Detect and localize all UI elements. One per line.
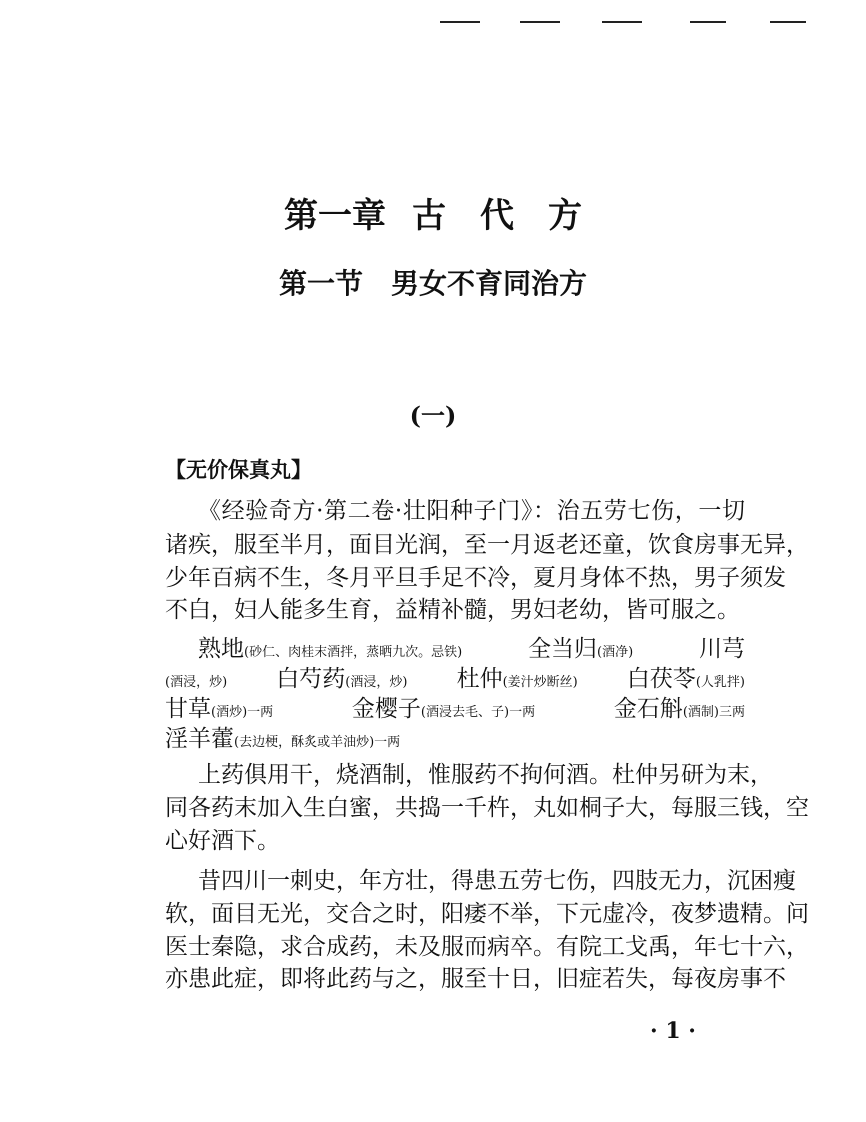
herb-note: (砂仁、肉桂末酒拌，蒸晒九次。忌铁) <box>244 645 463 660</box>
body-line: 诸疾，服至半月，面目光润，至一月返老还童，饮食房事无异， <box>165 532 809 558</box>
herb-name: 金石斛 <box>613 696 683 722</box>
ingredient-line <box>165 660 745 690</box>
herb-name: 淫羊藿 <box>165 726 234 752</box>
subsection-number: (一) <box>409 401 457 430</box>
chapter-title-char: 古 <box>412 196 446 236</box>
ingredient-line <box>198 630 745 660</box>
ingredient <box>198 630 462 663</box>
header-rule <box>520 21 560 23</box>
body-line: 医士秦隐，求合成药，未及服而病卒。有院工戈禹，年七十六， <box>165 934 809 960</box>
ingredient-line <box>165 690 745 720</box>
chapter-title-char: 方 <box>548 196 582 236</box>
ingredient <box>614 690 745 723</box>
herb-name: 金樱子 <box>351 696 421 722</box>
page-number: · 1 · <box>650 1018 696 1044</box>
ingredient <box>276 660 407 693</box>
body-line: 《经验奇方·第二卷·壮阳种子门》：治五劳七伤，一切 <box>198 498 745 524</box>
header-rule <box>440 21 480 23</box>
body-line: 心好酒下。 <box>165 828 280 854</box>
herb-note: (姜汁炒断丝) <box>502 675 578 690</box>
ingredient <box>165 690 273 723</box>
body-line: 软，面目无光，交合之时，阳痿不举，下元虚冷，夜梦遗精。问 <box>165 901 809 927</box>
body-line: 昔四川一刺史，年方壮，得患五劳七伤，四肢无力，沉困瘦 <box>198 868 796 894</box>
herb-note: (人乳拌) <box>695 675 745 690</box>
herb-note: (去边梗，酥炙或羊油炒)一两 <box>234 735 401 750</box>
herb-note: (酒浸去毛、子)一两 <box>420 705 536 720</box>
herb-note: (酒浸，炒) <box>345 675 408 690</box>
header-rule <box>690 21 726 23</box>
chapter-number: 第一章 <box>284 196 386 236</box>
body-line: 不白，妇人能多生育，益精补髓，男妇老幼，皆可服之。 <box>165 597 740 623</box>
herb-note: (酒净) <box>597 645 634 660</box>
ingredient-line <box>165 720 745 750</box>
body-line: 少年百病不生，冬月平旦手足不冷，夏月身体不热，男子须发 <box>165 565 786 591</box>
ingredient <box>699 630 745 663</box>
herb-name: 熟地 <box>198 636 244 662</box>
herb-name: 川芎 <box>699 636 745 662</box>
header-rule <box>770 21 806 23</box>
herb-name: 甘草 <box>165 696 211 722</box>
ingredient <box>352 690 535 723</box>
body-line: 同各药末加入生白蜜，共捣一千杵，丸如桐子大，每服三钱，空 <box>165 795 809 821</box>
section-title: 第一节 男女不育同治方 <box>278 267 587 300</box>
ingredient <box>165 666 227 692</box>
herb-note: (酒炒)一两 <box>211 705 274 720</box>
formula-name: 【无价保真丸】 <box>165 458 312 482</box>
herb-note: (酒制)三两 <box>682 705 745 720</box>
chapter-title-char: 代 <box>480 196 514 236</box>
chapter-title <box>0 188 866 237</box>
ingredient <box>165 720 400 753</box>
header-rule <box>602 21 642 23</box>
ingredient <box>627 660 745 693</box>
body-line: 亦患此症，即将此药与之，服至十日，旧症若失，每夜房事不 <box>165 966 786 992</box>
body-line: 上药俱用干，烧酒制，惟服药不拘何酒。杜仲另研为末， <box>198 762 773 788</box>
herb-name: 白芍药 <box>276 666 346 692</box>
herb-name: 杜仲 <box>456 666 503 692</box>
ingredient <box>457 660 578 693</box>
herb-name: 白茯苓 <box>626 666 696 692</box>
herb-name: 全当归 <box>528 636 597 662</box>
ingredient <box>528 630 633 663</box>
herb-note: (酒浸，炒) <box>165 675 228 690</box>
